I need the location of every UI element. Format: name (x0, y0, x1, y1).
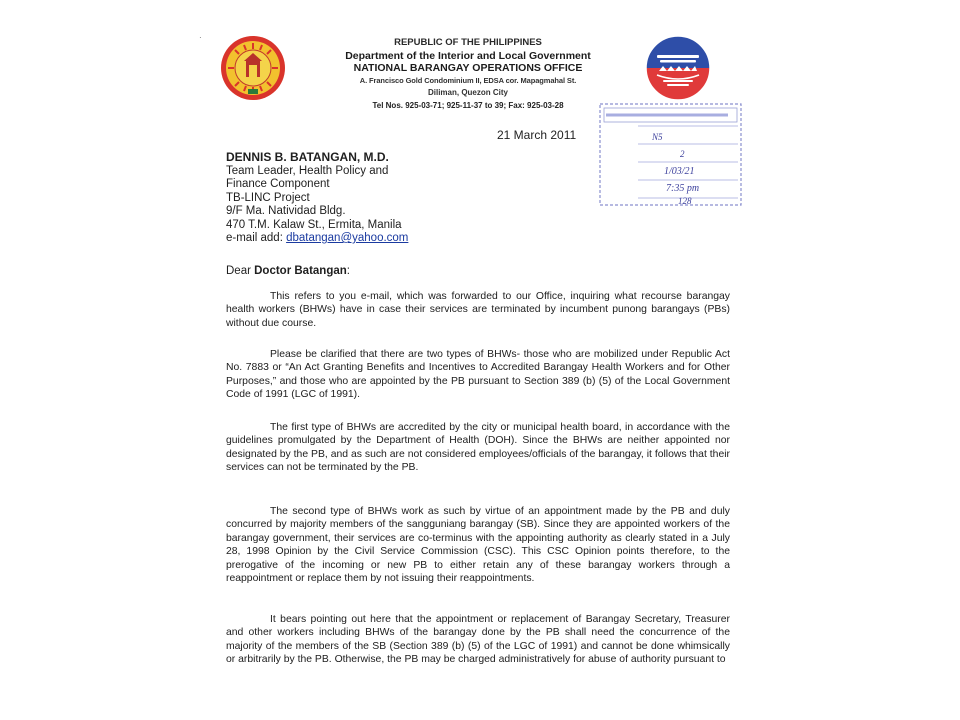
addressee-email-line (226, 232, 408, 246)
letterhead-department: Department of the Interior and Local Government (345, 49, 591, 62)
letterhead-address: A. Francisco Gold Condominium II, EDSA cor. Mapagmahal St. (359, 75, 577, 85)
addressee-project: TB-LINC Project (226, 191, 310, 204)
paragraph-2-text: Please be clarified that there are two types of BHWs- those who are mobilized under Republic Act No. 7883 or “An Act Granting Benefits and Incentives to Accredited Barangay Health Workers and for Other Purposes,” and those who are appointed by the PB pursuant to Section 389 (b) (5) of the Local Government Code of 1991 (LGC of 1991). (226, 349, 730, 401)
letter-date: 21 March 2011 (497, 128, 577, 142)
addressee-name: DENNIS B. BATANGAN, M.D. (226, 150, 389, 164)
stamp-line-3: 1/03/21 (664, 166, 695, 177)
salutation-name: Doctor Batangan (254, 265, 347, 277)
addressee-street: 470 T.M. Kalaw St., Ermita, Manila (226, 218, 402, 231)
paragraph-3-text: The first type of BHWs are accredited by the city or municipal health board, in accordance with the guidelines promulgated by the Department of Health (DOH). Since the BHWs are neither appointed nor designated by the PB, and as such are not considered employees/officials of the barangay, it follows that their services can not be terminated by the PB. (226, 422, 730, 474)
paragraph-1-text: This refers to you e-mail, which was forwarded to our Office, inquiring what recourse barangay health workers (BHWs) have in case their services are terminated by incumbent punong barangays (PBs) without due course. (226, 291, 730, 329)
email-label: e-mail add: (226, 232, 287, 244)
barangay-emblem-icon (645, 35, 711, 101)
paragraph-5 (226, 613, 730, 667)
letterhead-office: NATIONAL BARANGAY OPERATIONS OFFICE (353, 62, 583, 74)
stamp-line-4: 7:35 pm (666, 183, 700, 194)
salutation-prefix: Dear (226, 265, 255, 277)
addressee-block (226, 151, 408, 246)
paragraph-4 (226, 505, 730, 585)
salutation-suffix: : (346, 265, 350, 277)
addressee-title-line-2: Finance Component (226, 178, 330, 190)
paragraph-3 (226, 421, 730, 475)
scan-mark: · (199, 33, 202, 42)
dilg-seal-icon (220, 35, 286, 101)
email-link[interactable]: dbatangan@yahoo.com (286, 232, 409, 244)
stamp-line-2: 2 (680, 149, 685, 159)
stamp-line-5: 128 (678, 196, 692, 206)
letterhead-city: Diliman, Quezon City (427, 88, 508, 97)
paragraph-4-text: The second type of BHWs work as such by virtue of an appointment made by the PB and duly concurred by majority members of the sangguniang barangay (SB). Since they are appointed workers of the barangay government, their services are co-terminus with the appointing authority as clearly stated in a July 28, 1998 Opinion by the Civil Service Commission (CSC). This CSC Opinion points therefore, to the prerogative of the incoming or new PB to either retain any of these barangay workers through a reappointment or replace them by not issuing their reappointments. (226, 506, 730, 585)
paragraph-5-text: It bears pointing out here that the appointment or replacement of Barangay Secretary, Treasurer and other workers including BHWs of the barangay done by the PB shall need the concurrence of the majority of the members of the SB (Section 389 (b) (5) of the LGC of 1991) and cannot be done whimsically or arbitrarily by the PB. Otherwise, the PB may be charged administratively for abuse of authority pursuant to (226, 614, 730, 666)
paragraph-2 (226, 348, 730, 402)
salutation (226, 265, 350, 277)
letterhead (318, 37, 618, 112)
letterhead-telephone: Tel Nos. 925-03-71; 925-11-37 to 39; Fax: 925-03-28 (372, 100, 564, 110)
letterhead-republic: REPUBLIC OF THE PHILIPPINES (394, 37, 542, 48)
stamp-line-1: N5 (652, 132, 663, 142)
paragraph-1 (226, 290, 730, 330)
received-stamp (598, 102, 743, 207)
addressee-building: 9/F Ma. Natividad Bldg. (226, 205, 346, 217)
addressee-title-line-1: Team Leader, Health Policy and (226, 164, 389, 177)
